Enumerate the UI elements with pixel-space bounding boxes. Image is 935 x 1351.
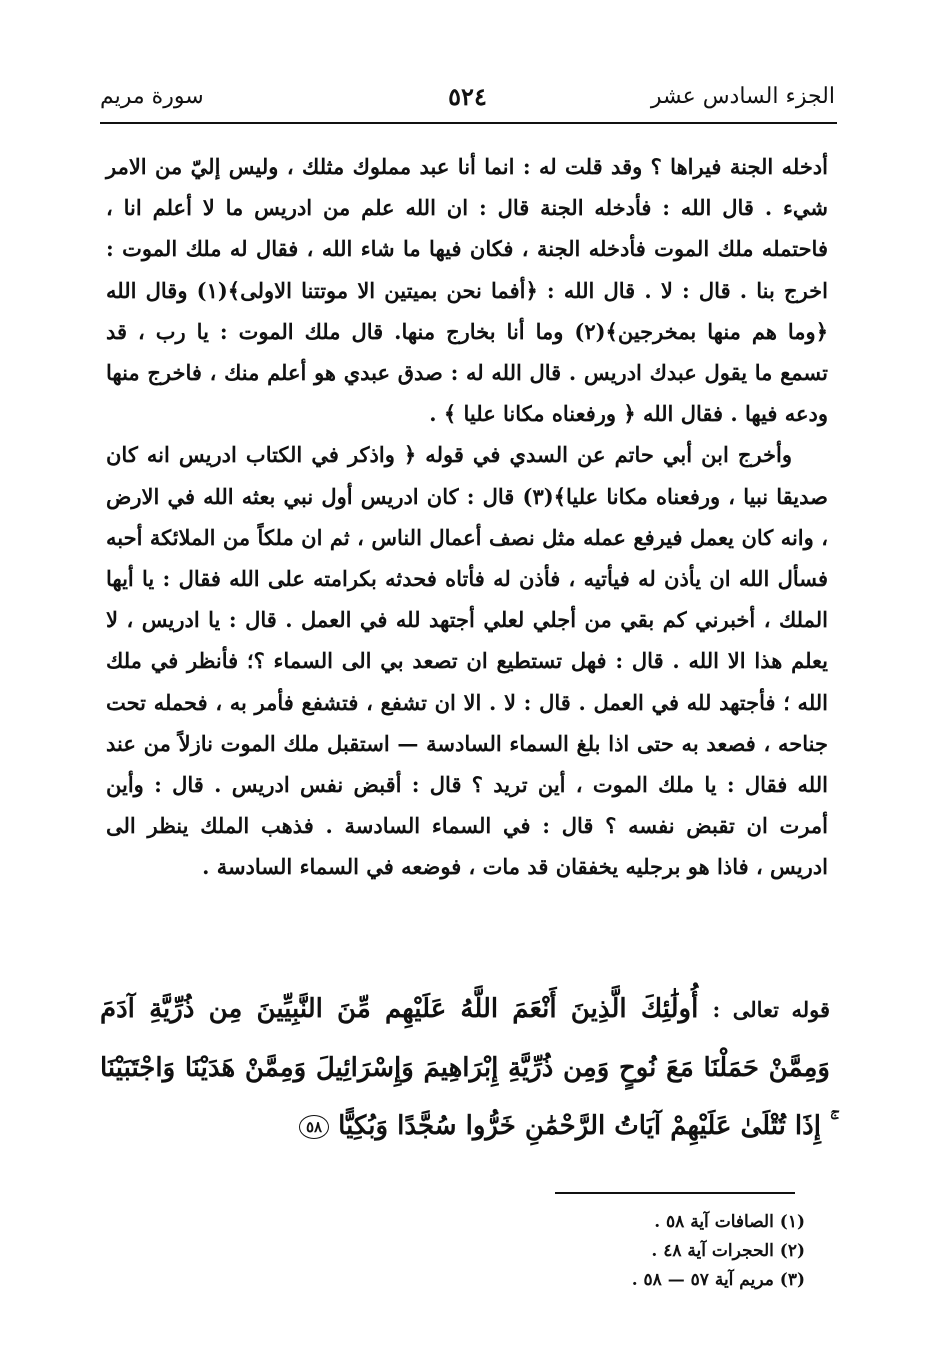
page-number: ٥٢٤ <box>448 82 487 111</box>
footnote: (١) الصافات آية ٥٨ . <box>654 1212 805 1232</box>
footnotes <box>505 1208 805 1295</box>
footnote: (٣) مريم آية ٥٧ — ٥٨ . <box>631 1270 805 1290</box>
surah-title: سورة مريم <box>100 84 204 109</box>
ayah-number: ٥٨ <box>299 1115 329 1139</box>
verse-text: أُولَٰئِكَ الَّذِينَ أَنْعَمَ اللَّهُ عَلَيْهِم مِّنَ النَّبِيِّينَ مِن ذُرِّيَّةِ آدَمَ وَمِمَّنْ حَمَلْنَا مَعَ نُوحٍ وَمِن ذُرِّيَّةِ إِبْرَاهِيمَ وَإِسْرَائِيلَ وَمِمَّنْ هَدَيْنَا وَاجْتَبَيْنَا ۚ إِذَا تُتْلَىٰ عَلَيْهِمْ آيَاتُ الرَّحْمَٰنِ خَرُّوا سُجَّدًا وَبُكِيًّا <box>100 994 830 1141</box>
quran-verse <box>100 980 830 1155</box>
page-header <box>100 80 835 120</box>
header-rule <box>100 122 837 124</box>
main-text <box>106 146 828 888</box>
paragraph: وأخرج ابن أبي حاتم عن السدي في قوله ﴿ واذكر في الكتاب ادريس انه كان صديقا نبيا ، ورفعناه مكانا عليا﴾(٣) قال : كان ادريس أول نبي بعثه الله في الارض ، وانه كان يعمل فيرفع عمله مثل نصف أعمال الناس ، ثم ان ملكاً من الملائكة أحبه فسأل الله ان يأذن له فيأتيه ، فأذن له فأتاه فحدثه بكرامته على الله فقال : يا أيها الملك ، أخبرني كم بقي من أجلي لعلي أجتهد لله في العمل . قال : يا ادريس ، لا يعلم هذا الا الله . قال : فهل تستطيع ان تصعد بي الى السماء ؟؛ فأنظر في ملك الله ؛ فأجتهد لله في العمل . قال : لا . الا ان تشفع ، فتشفع فأمر به ، فحمله تحت جناحه ، فصعد به حتى اذا بلغ السماء السادسة — استقبل ملك الموت نازلاً من عند الله فقال : يا ملك الموت ، أين تريد ؟ قال : أقبض نفس ادريس . قال : وأين أمرت ان تقبض نفسه ؟ قال : في السماء السادسة . فذهب الملك ينظر الى ادريس ، فاذا هو برجليه يخفقان قد مات ، فوضعه في السماء السادسة . <box>106 442 829 880</box>
part-title: الجزء السادس عشر <box>650 84 835 109</box>
verse-label: قوله تعالى : <box>712 997 830 1022</box>
footnote-rule <box>555 1192 795 1194</box>
paragraph: أدخله الجنة فيراها ؟ وقد قلت له : انما أنا عبد مملوك مثلك ، وليس إليّ من الامر شيء . قال الله : فأدخله الجنة قال : ان الله علم من ادريس ما لا أعلم انا ، فاحتمله ملك الموت فأدخله الجنة ، فكان فيها ما شاء الله ، فقال له ملك الموت : اخرج بنا . قال : لا . قال الله : ﴿أفما نحن بميتين الا موتتنا الاولى﴾(١) وقال الله ﴿وما هم منها بمخرجين﴾(٢) وما أنا بخارج منها. قال ملك الموت : يا رب ، قد تسمع ما يقول عبدك ادريس . قال الله له : صدق عبدي هو أعلم منك ، فاخرج منها ودعه فيها . فقال الله ﴿ ورفعناه مكانا عليا ﴾ . <box>106 154 828 427</box>
footnote: (٢) الحجرات آية ٤٨ . <box>651 1241 805 1261</box>
